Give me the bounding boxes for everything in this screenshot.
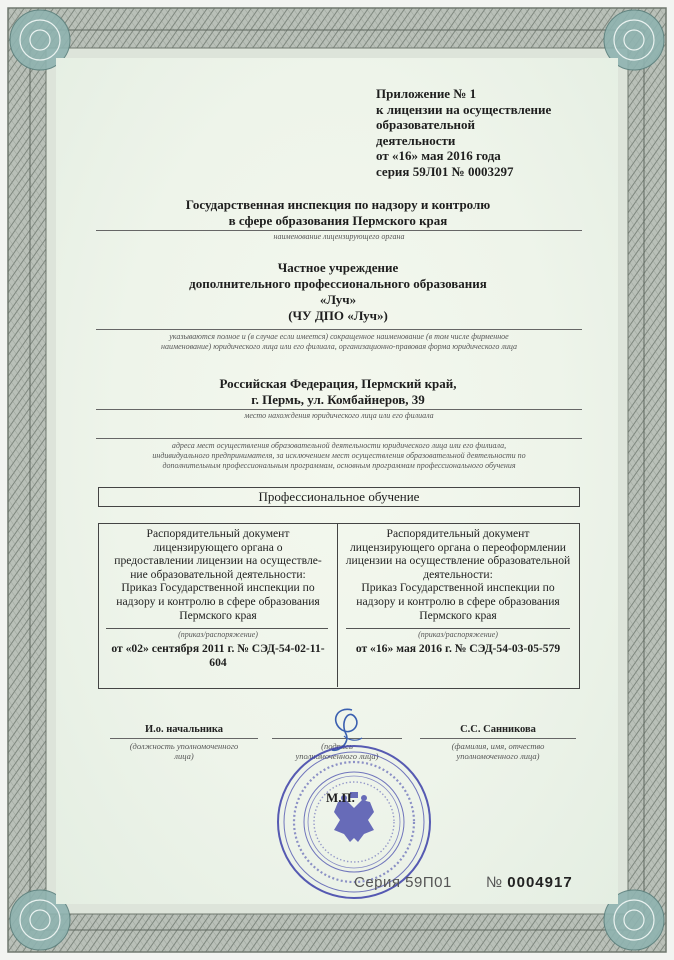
appendix-line: Приложение № 1 xyxy=(376,86,477,101)
caption-line: уполномоченного лица) xyxy=(456,751,540,761)
caption-line: наименование) юридического лица или его филиала, организационно-правовая форма юридического лица xyxy=(161,342,517,351)
licensee-line: Частное учреждение xyxy=(277,260,399,275)
table-divider xyxy=(337,523,338,687)
licensee-name xyxy=(98,260,578,324)
cell-line: Приказ Государственной инспекции по xyxy=(361,581,555,595)
licensee-rule xyxy=(96,329,582,330)
caption-line: адреса мест осуществления образовательной деятельности юридического лица или его филиала, xyxy=(171,441,507,450)
right-order-date: от «16» мая 2016 г. № СЭД-54-03-05-579 xyxy=(355,642,561,655)
program-box xyxy=(98,487,580,507)
cell-line: Пермского края xyxy=(179,608,257,622)
cell-line: деятельности: xyxy=(423,567,493,581)
left-order-date xyxy=(100,642,336,669)
licensee-line: дополнительного профессионального образования xyxy=(189,276,487,291)
caption-line: уполномоченного лица) xyxy=(295,751,379,761)
cell-line: ние образовательной деятельности: xyxy=(130,567,306,581)
location-rule xyxy=(96,409,582,410)
form-number xyxy=(486,874,573,891)
caption-line: (подпись xyxy=(321,741,353,751)
licensee-line: (ЧУ ДПО «Луч») xyxy=(288,308,388,323)
caption-line: лица) xyxy=(174,751,194,761)
caption-line: (фамилия, имя, отчество xyxy=(451,741,545,751)
name-caption xyxy=(420,741,576,761)
appendix-line: к лицензии на осуществление xyxy=(376,101,552,117)
cell-line: надзору и контролю в сфере образования xyxy=(116,594,320,608)
right-doc-cell xyxy=(339,527,577,622)
cell-line: 604 xyxy=(209,655,227,669)
cell-line: от «02» сентября 2011 г. № СЭД-54-02-11- xyxy=(111,642,325,655)
authority-line: в сфере образования Пермского края xyxy=(228,212,448,228)
position-rule xyxy=(110,738,258,739)
cell-line: лицензии на осуществление образовательной xyxy=(345,554,571,568)
authority-caption: наименование лицензирующего органа xyxy=(273,232,405,241)
cell-line: Приказ Государственной инспекции по xyxy=(121,581,315,595)
left-order-caption: (приказ/распоряжение) xyxy=(178,630,258,639)
name-rule xyxy=(420,738,576,739)
authority-name xyxy=(98,197,578,228)
cell-line: лицензирующего органа о переоформлении xyxy=(349,540,566,554)
location-line: Российская Федерация, Пермский край, xyxy=(219,376,457,391)
cell-line: лицензирующего органа о xyxy=(153,540,283,554)
caption-line: индивидуального предпринимателя, за исключением мест осуществления образовательной деятельности по xyxy=(152,451,526,460)
number-value: 0004917 xyxy=(507,874,573,891)
right-order-rule xyxy=(346,628,570,629)
appendix-line: от «16» мая 2016 года xyxy=(376,148,501,163)
left-order-rule xyxy=(106,628,328,629)
left-doc-cell xyxy=(100,527,336,622)
program-name: Профессиональное обучение xyxy=(258,489,420,504)
caption-line: (должность уполномоченного xyxy=(129,741,239,751)
signer-position: И.о. начальника xyxy=(144,724,224,735)
position-caption xyxy=(110,741,258,761)
location-line: г. Пермь, ул. Комбайнеров, 39 xyxy=(251,391,425,407)
authority-rule xyxy=(96,230,582,231)
caption-line: указываются полное и (в случае если имеется) сокращенное наименование (в том числе фирменное xyxy=(169,332,509,341)
appendix-block xyxy=(376,86,606,179)
authority-line: Государственная инспекция по надзору и контролю xyxy=(185,197,491,212)
appendix-line: деятельности xyxy=(376,132,456,148)
appendix-line: серия 59Л01 № 0003297 xyxy=(376,163,514,179)
addresses-rule xyxy=(96,438,582,439)
cell-line: Пермского края xyxy=(419,608,497,622)
cell-line: предоставлении лицензии на осуществле- xyxy=(114,554,322,568)
stamp-place-label: М.П. xyxy=(326,790,355,805)
cell-line: надзору и контролю в сфере образования xyxy=(356,594,560,608)
number-label: № xyxy=(486,874,503,891)
signer-name: С.С. Санникова xyxy=(460,724,536,735)
location-address xyxy=(98,376,578,407)
appendix-line: образовательной xyxy=(376,117,476,132)
cell-line: Распорядительный документ xyxy=(146,527,290,540)
caption-line: дополнительным профессиональным программам, основным программам профессионального обучения xyxy=(162,461,516,470)
form-series: Серия 59П01 xyxy=(354,874,452,891)
addresses-caption xyxy=(96,441,582,471)
location-caption: место нахождения юридического лица или его филиала xyxy=(244,411,434,420)
cell-line: Распорядительный документ xyxy=(386,527,530,540)
licensee-caption xyxy=(96,332,582,352)
licensee-line: «Луч» xyxy=(319,292,357,307)
right-order-caption: (приказ/распоряжение) xyxy=(418,630,498,639)
